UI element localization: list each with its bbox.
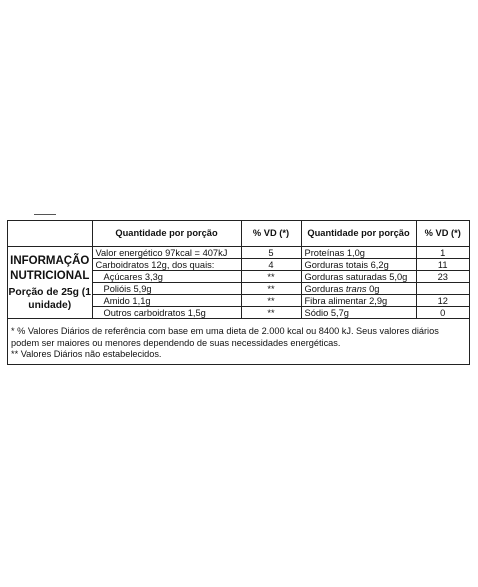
nutrient-name: Valor energético 97kcal = 407kJ xyxy=(92,247,241,259)
header-blank-cell xyxy=(8,221,92,247)
nutrient-vd: 11 xyxy=(416,259,469,271)
table-header-row xyxy=(8,221,469,247)
nutrient-name-prefix: Gorduras xyxy=(304,283,346,294)
nutrient-vd: ** xyxy=(241,295,301,307)
nutrient-vd: 12 xyxy=(416,295,469,307)
nutrient-name: Gorduras totais 6,2g xyxy=(301,259,416,271)
nutrient-name-italic: trans xyxy=(345,283,367,294)
table-row xyxy=(8,247,469,259)
nutrient-vd: 4 xyxy=(241,259,301,271)
header-vd-left: % VD (*) xyxy=(241,221,301,247)
serving-size: Porção de 25g (1 unidade) xyxy=(8,286,91,311)
nutrient-vd: 1 xyxy=(416,247,469,259)
nutrient-vd: 5 xyxy=(241,247,301,259)
nutrient-name: Outros carboidratos 1,5g xyxy=(92,307,241,319)
decorative-dash xyxy=(34,214,56,215)
nutrient-name xyxy=(301,283,416,295)
footnote-not-established: ** Valores Diários não estabelecidos. xyxy=(11,349,162,359)
header-vd-right: % VD (*) xyxy=(416,221,469,247)
footnote-daily-values: * % Valores Diários de referência com base em uma dieta de 2.000 kcal ou 8400 kJ. Seus valores diários podem ser maiores ou menores dependendo de suas necessidades energéticas. xyxy=(11,326,439,348)
nutrient-name-suffix: 0g xyxy=(366,283,380,294)
footnotes xyxy=(11,326,467,361)
nutrition-facts-label xyxy=(7,220,470,365)
nutrient-vd: 23 xyxy=(416,271,469,283)
label-title: INFORMAÇÃO NUTRICIONAL xyxy=(10,254,90,282)
nutrient-name: Açúcares 3,3g xyxy=(92,271,241,283)
nutrient-vd: 0 xyxy=(416,307,469,319)
nutrient-name: Amido 1,1g xyxy=(92,295,241,307)
nutrient-name: Carboidratos 12g, dos quais: xyxy=(92,259,241,271)
nutrient-name: Polióis 5,9g xyxy=(92,283,241,295)
nutrient-vd: ** xyxy=(241,307,301,319)
nutrient-name: Proteínas 1,0g xyxy=(301,247,416,259)
nutrient-vd: ** xyxy=(241,271,301,283)
nutrition-table xyxy=(8,221,469,319)
nutrient-vd: ** xyxy=(241,283,301,295)
nutrient-vd xyxy=(416,283,469,295)
header-quantity-left: Quantidade por porção xyxy=(92,221,241,247)
nutrient-name: Gorduras saturadas 5,0g xyxy=(301,271,416,283)
header-quantity-right: Quantidade por porção xyxy=(301,221,416,247)
nutrient-name: Fibra alimentar 2,9g xyxy=(301,295,416,307)
label-title-cell xyxy=(8,247,92,319)
nutrient-name: Sódio 5,7g xyxy=(301,307,416,319)
